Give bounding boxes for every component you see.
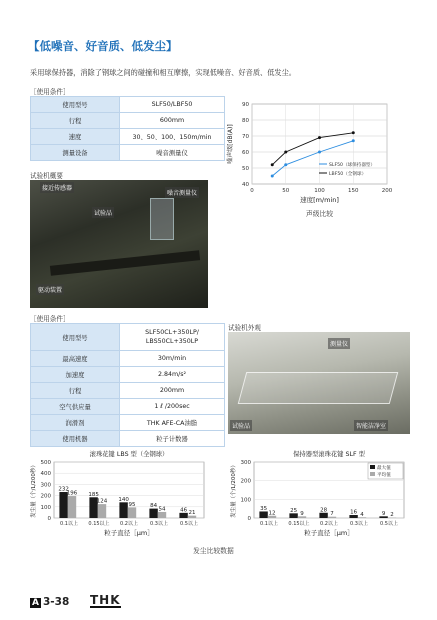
spec-label: 行程 bbox=[31, 383, 120, 399]
data-label: 95 bbox=[128, 501, 136, 508]
data-label: 196 bbox=[66, 490, 78, 497]
spec-label: 使用机器 bbox=[31, 431, 120, 447]
photo-label-stage: 试验品 bbox=[92, 207, 114, 218]
bar bbox=[179, 513, 187, 518]
meter-shape bbox=[150, 198, 174, 240]
y-tick-label: 80 bbox=[242, 118, 249, 124]
spec-label: 行程 bbox=[31, 113, 120, 129]
chart-caption: 声级比较 bbox=[305, 210, 334, 218]
data-point bbox=[318, 151, 321, 154]
data-label: 84 bbox=[150, 503, 158, 510]
data-label: 9 bbox=[381, 510, 386, 517]
legend-swatch bbox=[370, 472, 375, 476]
legend-label: SLF50（球保持器型） bbox=[329, 163, 376, 168]
x-tick-label: 150 bbox=[348, 188, 359, 194]
legend-label: 最大值 bbox=[377, 466, 391, 471]
photo-label-meter-2: 测量仪 bbox=[328, 338, 350, 349]
bar bbox=[149, 509, 157, 518]
spec-label: 测量设备 bbox=[31, 145, 120, 161]
x-tick-label: 0.2以上 bbox=[120, 521, 138, 527]
noise-level-chart bbox=[222, 96, 422, 256]
spec-label: 使用型号 bbox=[31, 324, 120, 351]
data-point bbox=[284, 151, 287, 154]
data-point bbox=[271, 163, 274, 166]
spec-label: 空气供应量 bbox=[31, 399, 120, 415]
spec-value: 30、50、100、150m/min bbox=[120, 129, 225, 145]
section-badge: A bbox=[32, 598, 39, 608]
x-axis-label: 粒子直径［μm］ bbox=[104, 529, 154, 537]
conditions-table-2 bbox=[30, 323, 225, 447]
dust-caption: 发尘比较数据 bbox=[193, 547, 234, 555]
data-label: 46 bbox=[180, 507, 188, 514]
y-tick-label: 100 bbox=[240, 497, 251, 504]
y-tick-label: 200 bbox=[240, 478, 251, 485]
spec-label: 速度 bbox=[31, 129, 120, 145]
chart-title: 滚珠花键 LBS 型（全钢球） bbox=[89, 451, 169, 458]
data-label: 2 bbox=[390, 512, 394, 519]
data-label: 21 bbox=[188, 510, 196, 517]
legend-swatch bbox=[370, 465, 375, 469]
y-axis-label: 发尘量（个/L/200秒） bbox=[31, 462, 37, 518]
test-machine-photo bbox=[30, 180, 208, 308]
appearance-label: 试验机外观 bbox=[228, 324, 261, 332]
spec-value: 200mm bbox=[120, 383, 225, 399]
x-tick-label: 50 bbox=[282, 188, 290, 194]
y-tick-label: 500 bbox=[40, 460, 51, 466]
spec-value: SLF50CL+350LP/ LBS50CL+350LP bbox=[120, 324, 225, 351]
bar bbox=[98, 504, 106, 518]
y-tick-label: 300 bbox=[40, 482, 51, 489]
data-label: 140 bbox=[118, 496, 129, 503]
chart-title: 保持器型滚珠花键 SLF 型 bbox=[293, 451, 365, 458]
x-tick-label: 0.1以上 bbox=[260, 521, 278, 527]
test-machine-appearance-photo bbox=[228, 332, 410, 434]
y-tick-label: 40 bbox=[242, 182, 249, 188]
page-number bbox=[30, 596, 69, 608]
photo-label-meter: 噪音测量仪 bbox=[165, 187, 199, 198]
conditions-label-1: ［使用条件］ bbox=[30, 88, 70, 96]
y-tick-label: 90 bbox=[242, 102, 249, 108]
photo-label-chamber: 智能洁净室 bbox=[354, 420, 388, 431]
y-tick-label: 50 bbox=[242, 166, 249, 172]
x-tick-label: 0 bbox=[250, 188, 254, 194]
brand-logo: THK bbox=[90, 593, 121, 607]
spec-value: THK AFE-CA油脂 bbox=[120, 415, 225, 431]
spec-label: 使用型号 bbox=[31, 97, 120, 113]
bar bbox=[68, 496, 76, 518]
photo-label-stage-2: 试验品 bbox=[230, 420, 252, 431]
x-tick-label: 0.3以上 bbox=[150, 521, 168, 527]
x-tick-label: 0.15以上 bbox=[288, 521, 310, 527]
x-tick-label: 0.3以上 bbox=[350, 521, 368, 527]
data-label: 54 bbox=[158, 506, 166, 513]
overview-label: 试验机概要 bbox=[30, 172, 63, 180]
conditions-table-1 bbox=[30, 96, 225, 161]
data-label: 4 bbox=[360, 511, 364, 518]
spec-label: 加速度 bbox=[31, 367, 120, 383]
dust-chart-lbs bbox=[28, 448, 213, 542]
legend-label: LBF50（全钢球） bbox=[329, 172, 367, 177]
y-tick-label: 0 bbox=[47, 516, 51, 522]
legend-label: 平均值 bbox=[377, 473, 391, 478]
spec-value: 1 ℓ /200sec bbox=[120, 399, 225, 415]
dust-chart-slf bbox=[228, 448, 413, 542]
photo-label-sensor: 接近传感器 bbox=[40, 182, 74, 193]
data-point bbox=[271, 175, 274, 178]
chamber-shape bbox=[238, 372, 399, 404]
section-subtitle: 采用球保持器，消除了钢球之间的碰撞和相互摩擦，实现低噪音、好音质、低发尘。 bbox=[30, 68, 296, 77]
photo-label-drive: 驱动装置 bbox=[36, 284, 64, 295]
x-tick-label: 0.15以上 bbox=[88, 521, 110, 527]
y-tick-label: 0 bbox=[247, 516, 251, 522]
x-tick-label: 0.1以上 bbox=[60, 521, 78, 527]
spec-label: 润滑剂 bbox=[31, 415, 120, 431]
y-tick-label: 100 bbox=[40, 504, 51, 511]
y-tick-label: 200 bbox=[40, 493, 51, 500]
x-tick-label: 0.5以上 bbox=[380, 521, 398, 527]
conditions-label-2: ［使用条件］ bbox=[30, 315, 70, 323]
spec-label: 最高速度 bbox=[31, 351, 120, 367]
x-tick-label: 0.5以上 bbox=[180, 521, 198, 527]
x-tick-label: 100 bbox=[314, 188, 325, 194]
data-label: 16 bbox=[350, 509, 358, 516]
spec-value: 粒子计数器 bbox=[120, 431, 225, 447]
data-label: 185 bbox=[88, 491, 99, 498]
data-point bbox=[318, 136, 321, 139]
y-tick-label: 70 bbox=[242, 134, 249, 140]
page-number-text: 3-38 bbox=[42, 596, 70, 608]
spec-value: 30m/min bbox=[120, 351, 225, 367]
bar bbox=[128, 507, 136, 518]
spec-value: SLF50/LBF50 bbox=[120, 97, 225, 113]
data-label: 28 bbox=[320, 507, 328, 514]
spec-value: 噪音测量仪 bbox=[120, 145, 225, 161]
data-label: 232 bbox=[58, 486, 69, 493]
data-point bbox=[352, 139, 355, 142]
spec-value: 2.84m/s² bbox=[120, 367, 225, 383]
bar bbox=[319, 513, 327, 518]
y-tick-label: 300 bbox=[240, 460, 251, 466]
x-axis-label: 粒子直径［μm］ bbox=[304, 529, 354, 537]
y-tick-label: 400 bbox=[40, 471, 51, 478]
data-label: 7 bbox=[330, 511, 334, 518]
y-tick-label: 60 bbox=[242, 150, 249, 156]
y-axis-label: 噪声级[dB(A)] bbox=[227, 124, 234, 164]
rail-shape bbox=[50, 250, 200, 276]
data-label: 35 bbox=[260, 505, 268, 512]
x-tick-label: 0.2以上 bbox=[320, 521, 338, 527]
x-axis-label: 速度[m/min] bbox=[300, 196, 339, 204]
data-point bbox=[284, 163, 287, 166]
y-axis-label: 发尘量（个/L/200秒） bbox=[231, 462, 237, 518]
data-label: 9 bbox=[300, 510, 304, 517]
bar bbox=[119, 502, 127, 518]
x-tick-label: 200 bbox=[381, 188, 393, 194]
data-label: 124 bbox=[96, 498, 108, 505]
bar bbox=[289, 513, 297, 518]
data-point bbox=[352, 131, 355, 134]
spec-value: 600mm bbox=[120, 113, 225, 129]
data-label: 12 bbox=[268, 510, 276, 517]
bar bbox=[259, 511, 267, 518]
section-title: 【低噪音、好音质、低发尘】 bbox=[28, 39, 178, 53]
bar bbox=[158, 512, 166, 518]
data-label: 25 bbox=[290, 507, 298, 514]
